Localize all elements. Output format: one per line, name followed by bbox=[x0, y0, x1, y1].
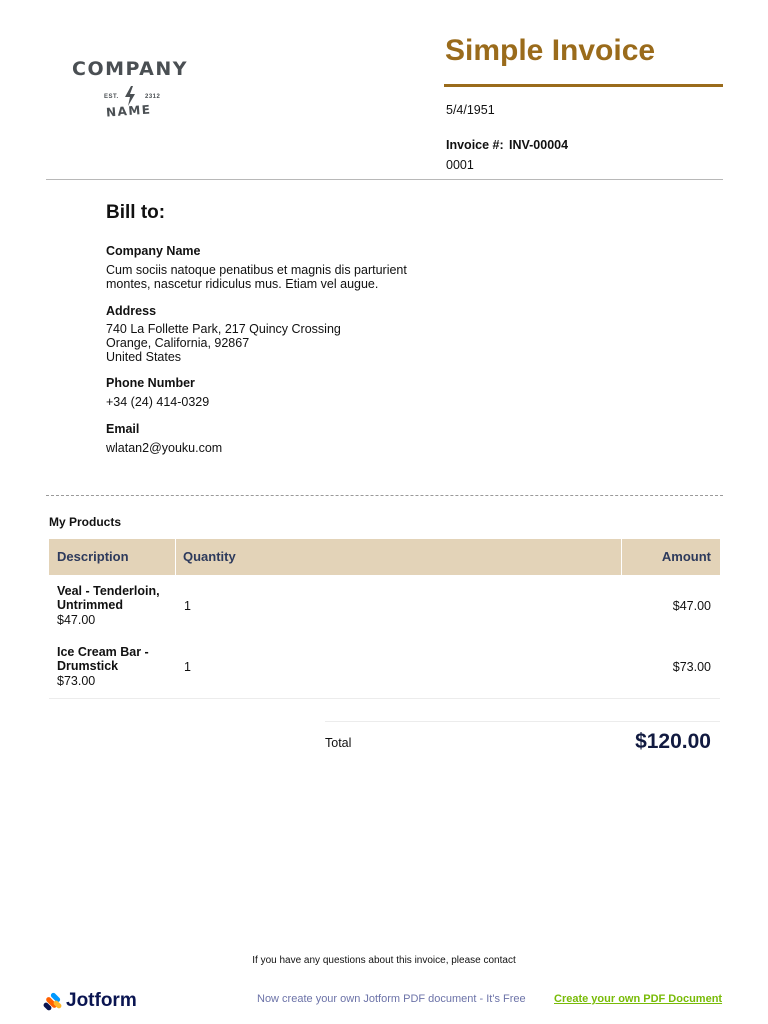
invoice-number: INV-00004 bbox=[509, 138, 569, 152]
product-amount: $73.00 bbox=[672, 660, 711, 674]
total-top-rule bbox=[325, 721, 720, 722]
invoice-date: 5/4/1951 bbox=[446, 103, 495, 117]
table-bottom-rule bbox=[49, 698, 720, 699]
company-name-line1: Cum sociis natoque penatibus et magnis dis parturient bbox=[106, 263, 407, 277]
company-name-label: Company Name bbox=[106, 244, 201, 258]
section-divider-dashed bbox=[46, 495, 723, 496]
table-row bbox=[49, 636, 720, 697]
header-divider bbox=[46, 179, 723, 180]
jotform-logo[interactable] bbox=[43, 990, 153, 1014]
column-separator bbox=[175, 539, 176, 575]
jotform-brand-text: Jotform bbox=[66, 990, 137, 1011]
total-label: Total bbox=[325, 736, 352, 750]
column-header-quantity: Quantity bbox=[183, 549, 236, 564]
products-title: My Products bbox=[49, 515, 122, 529]
email-label: Email bbox=[106, 422, 140, 436]
product-quantity: 1 bbox=[184, 599, 191, 613]
promo-text: Now create your own Jotform PDF document - It's Free bbox=[257, 993, 526, 1005]
logo-name-text: NAME bbox=[105, 102, 152, 120]
product-quantity: 1 bbox=[184, 660, 191, 674]
phone-label: Phone Number bbox=[106, 376, 195, 390]
email-value: wlatan2@youku.com bbox=[106, 441, 223, 455]
address-line3: United States bbox=[106, 350, 182, 364]
product-name-line1: Veal - Tenderloin, bbox=[57, 584, 160, 598]
bill-to-heading: Bill to: bbox=[106, 202, 166, 223]
total-value: $120.00 bbox=[635, 730, 711, 753]
column-separator bbox=[621, 539, 622, 575]
product-amount: $47.00 bbox=[672, 599, 711, 613]
invoice-number-label: Invoice #: bbox=[446, 138, 504, 152]
product-name-line2: Drumstick bbox=[57, 658, 119, 673]
invoice-sub-number: 0001 bbox=[446, 158, 474, 172]
product-price: $47.00 bbox=[57, 613, 96, 627]
product-price: $73.00 bbox=[57, 674, 96, 688]
product-name bbox=[57, 646, 177, 673]
table-row bbox=[49, 575, 720, 636]
product-name-line1: Ice Cream Bar - bbox=[57, 645, 149, 659]
create-pdf-link[interactable]: Create your own PDF Document bbox=[554, 993, 723, 1005]
company-name-line2: montes, nascetur ridiculus mus. Etiam vel augue. bbox=[106, 277, 379, 291]
invoice-title: Simple Invoice bbox=[445, 34, 656, 67]
address-line2: Orange, California, 92867 bbox=[106, 336, 250, 350]
column-header-amount: Amount bbox=[661, 549, 711, 564]
phone-value: +34 (24) 414-0329 bbox=[106, 395, 210, 409]
address-label: Address bbox=[106, 304, 157, 318]
address-line1: 740 La Follette Park, 217 Quincy Crossing bbox=[106, 322, 341, 336]
logo-est-text: EST. bbox=[104, 94, 119, 100]
product-name-line2: Untrimmed bbox=[57, 597, 123, 612]
logo-year-text: 2312 bbox=[145, 94, 161, 100]
products-table bbox=[49, 539, 720, 697]
footer-contact-note: If you have any questions about this invoice, please contact bbox=[252, 955, 516, 966]
company-logo bbox=[70, 58, 190, 124]
products-table-header bbox=[49, 539, 720, 575]
column-header-description: Description bbox=[57, 549, 129, 564]
logo-company-text: COMPANY bbox=[72, 58, 189, 80]
title-underline bbox=[444, 84, 723, 87]
product-name bbox=[57, 585, 177, 612]
jotform-mark-icon bbox=[43, 992, 63, 1012]
